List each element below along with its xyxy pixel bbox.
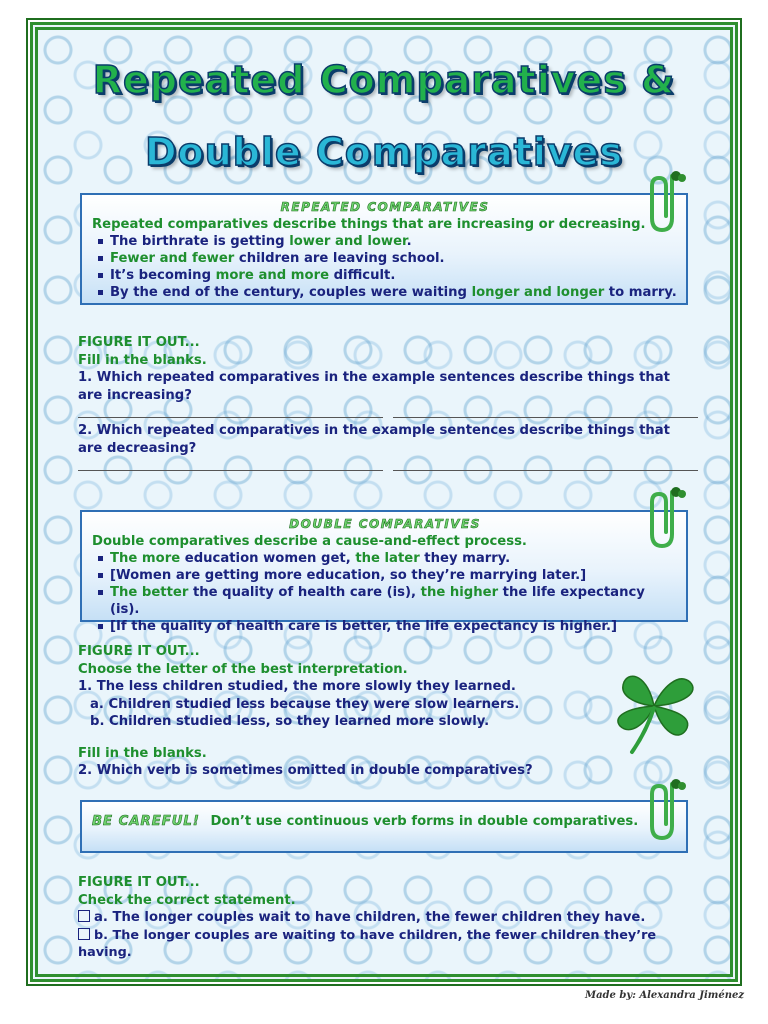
- checkbox[interactable]: [78, 928, 90, 940]
- figure-it-out-1: [78, 334, 698, 475]
- paperclip-icon: [642, 776, 690, 848]
- figure2-instruction: Choose the letter of the best interpretation.: [78, 661, 408, 677]
- list-item: The better the quality of health care (is), the higher the life expectancy (is).: [110, 584, 678, 618]
- figure2-question-1: 1. The less children studied, the more slowly they learned.: [78, 679, 516, 694]
- double-comparatives-box: [80, 510, 688, 634]
- figure2-option-b[interactable]: b. Children studied less, so they learned more slowly.: [90, 714, 490, 729]
- repeated-box-intro: Repeated comparatives describe things that are increasing or decreasing.: [92, 217, 646, 232]
- list-item: By the end of the century, couples were waiting longer and longer to marry.: [110, 285, 677, 300]
- figure-it-out-2: [78, 643, 698, 780]
- figure3-option-a[interactable]: a. The longer couples wait to have children, the fewer children they have.: [78, 909, 698, 927]
- list-item: It’s becoming more and more difficult.: [110, 267, 678, 284]
- figure3-instruction: Check the correct statement.: [78, 892, 296, 908]
- list-item: Fewer and fewer children are leaving school.: [110, 250, 678, 267]
- figure3-heading: FIGURE IT OUT...: [78, 875, 200, 890]
- figure2-instruction-2: Fill in the blanks.: [78, 745, 207, 761]
- be-careful-label: BE CAREFUL!: [92, 814, 200, 829]
- figure1-heading: FIGURE IT OUT...: [78, 335, 200, 350]
- checkbox[interactable]: [78, 910, 90, 922]
- title-line-2: Double Comparatives: [144, 130, 624, 174]
- be-careful-text: Don’t use continuous verb forms in double comparatives.: [210, 814, 639, 829]
- author-credit: Made by: Alexandra Jiménez: [585, 990, 744, 1001]
- repeated-comparatives-box: [80, 193, 688, 305]
- repeated-examples-list: [92, 233, 678, 301]
- list-item: The birthrate is getting lower and lower.: [110, 233, 678, 250]
- figure3-option-b[interactable]: b. The longer couples are waiting to have children, the fewer children they’re having.: [78, 927, 657, 960]
- paperclip-icon: [642, 168, 690, 240]
- answer-blank-1[interactable]: [78, 404, 698, 418]
- list-item: The more education women get, the later they marry.: [110, 550, 678, 567]
- paperclip-icon: [642, 484, 690, 556]
- figure1-question-2: 2. Which repeated comparatives in the example sentences describe things that are decreasing?: [78, 423, 670, 456]
- figure1-question-1: 1. Which repeated comparatives in the example sentences describe things that are increasing?: [78, 370, 670, 403]
- double-examples-list: [92, 550, 678, 635]
- title-line-1: Repeated Comparatives &: [92, 58, 676, 102]
- figure-it-out-3: [78, 874, 698, 962]
- double-box-heading: DOUBLE COMPARATIVES: [289, 517, 481, 531]
- be-careful-box: [80, 800, 688, 853]
- list-item: [If the quality of health care is better, the life expectancy is higher.]: [110, 618, 678, 635]
- figure1-instruction: Fill in the blanks.: [78, 352, 207, 368]
- figure2-option-a[interactable]: a. Children studied less because they were slow learners.: [90, 696, 520, 712]
- figure2-heading: FIGURE IT OUT...: [78, 644, 200, 659]
- double-box-intro: Double comparatives describe a cause-and-effect process.: [92, 534, 527, 549]
- four-leaf-clover-icon: [606, 666, 704, 756]
- figure2-question-2: 2. Which verb is sometimes omitted in double comparatives?: [78, 763, 533, 778]
- answer-blank-2[interactable]: [78, 457, 698, 471]
- list-item: [Women are getting more education, so they’re marrying later.]: [110, 567, 678, 584]
- repeated-box-heading: REPEATED COMPARATIVES: [280, 200, 490, 214]
